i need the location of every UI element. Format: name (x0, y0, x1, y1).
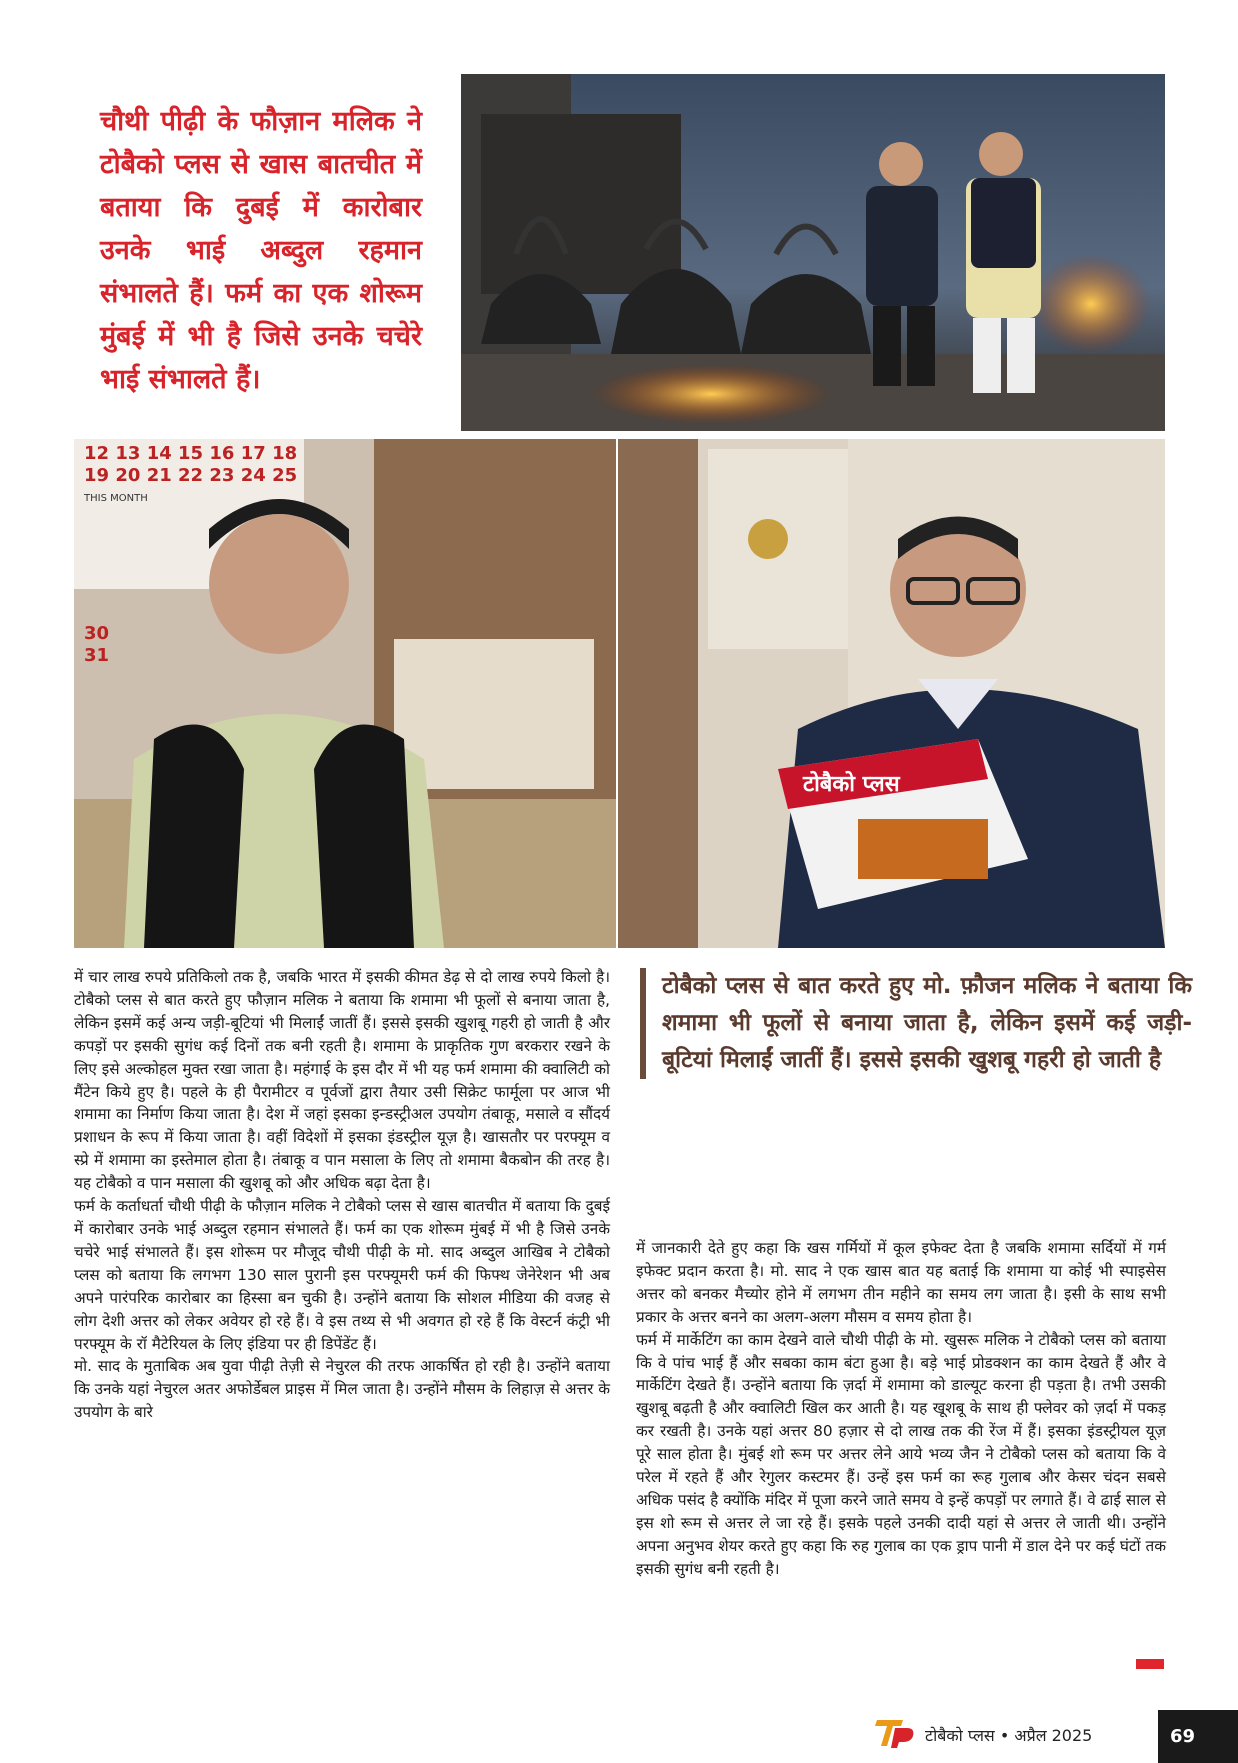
page-number: 69 (1158, 1710, 1238, 1763)
photo-fauzan-malik (74, 439, 616, 948)
kitchen-illustration (461, 74, 1165, 431)
calendar-caption: THIS MONTH (84, 493, 148, 504)
magazine-reader-illustration (618, 439, 1165, 948)
office-portrait-illustration (74, 439, 616, 948)
photo-distillation-kitchen (461, 74, 1165, 431)
photo-reading-magazine (618, 439, 1165, 948)
pull-quote-brown-text: टोबैको प्लस से बात करते हुए मो. फ़ौजन मलिक ने बताया कि शमामा भी फूलों से बनाया जाता है, लेकिन इसमें कई जड़ी-बूटियां मिलाईं जातीं हैं। इससे इसकी खुशबू गहरी हो जाती है (662, 973, 1192, 1073)
body-paragraph: फर्म के कर्ताधर्ता चौथी पीढ़ी के फौज़ान मलिक ने टोबैको प्लस से खास बातचीत में बताया कि दुबई में कारोबार उनके भाई अब्दुल रहमान संभालते हैं। फर्म का एक शोरूम मुंबई में भी है जिसे उनके चचेरे भाई संभालते हैं। इस शोरूम पर मौजूद चौथी पीढ़ी के मो. साद अब्दुल आखिब ने टोबैको प्लस को बताया कि लगभग 130 साल पुरानी इस परफ्यूमरी फर्म की फिफ्थ जेनेरेशन भी अब अपने पारंपरिक कारोबार का हिस्सा बन चुकी है। उन्होंने बताया कि सोशल मीडिया की वजह से लोग देशी अत्तर को लेकर अवेयर हो रहे हैं। वे इस तथ्य से भी अवगत हो रहे हैं कि वेस्टर्न कंट्री भी परफ्यूम के रॉ मैटेरियल के लिए इंडिया पर ही डिपेंडेंट हैं। (74, 1197, 610, 1353)
calendar-row-2: 19 20 21 22 23 24 25 (84, 465, 298, 486)
page-footer (0, 1710, 1238, 1763)
calendar-row-3: 30 (84, 623, 110, 644)
footer-publication: टोबैको प्लस • अप्रैल 2025 (925, 1726, 1093, 1745)
article-end-mark (1136, 1659, 1164, 1669)
body-paragraph: मो. साद के मुताबिक अब युवा पीढ़ी तेज़ी से नेचुरल की तरफ आकर्षित हो रही है। उन्होंने बताया कि उनके यहां नेचुरल अतर अफोर्डेबल प्राइस में मिल जाता है। उन्होंने मौसम के लिहाज़ से अत्तर के उपयोग के बारे (74, 1357, 610, 1422)
calendar-row-4: 31 (84, 645, 110, 666)
pull-quote-red: चौथी पीढ़ी के फौज़ान मलिक ने टोबैको प्लस से खास बातचीत में बताया कि दुबई में कारोबार उनके भाई अब्दुल रहमान संभालते हैं। फर्म का एक शोरूम मुंबई में भी है जिसे उनके चचेरे भाई संभालते हैं। (100, 106, 422, 395)
body-column-right (636, 1237, 1166, 1581)
body-paragraph: में जानकारी देते हुए कहा कि खस गर्मियों में कूल इफेक्ट देता है जबकि शमामा सर्दियों में गर्म इफेक्ट प्रदान करता है। मो. साद ने एक खास बात यह बताई कि शमामा या कोई भी स्पाइसेस अत्तर को बनकर मैच्योर होने में लगभग तीन महीने का समय लग जाता है। इसी के साथ सभी प्रकार के अत्तर बनने का अलग-अलग मौसम व समय होता है। (636, 1239, 1166, 1326)
body-paragraph: में चार लाख रुपये प्रतिकिलो तक है, जबकि भारत में इसकी कीमत डेढ़ से दो लाख रुपये किलो है। टोबैको प्लस से बात करते हुए फौज़ान मलिक ने बताया कि शमामा भी फूलों से बनाया जाता है, लेकिन इसमें कई अन्य जड़ी-बूटियां भी मिलाईं जातीं हैं। इससे इसकी खुशबू गहरी हो जाती है और कपड़ों पर इसकी सुगंध कई दिनों तक बनी रहती है। शमामा के प्राकृतिक गुण बरकरार रखने के लिए इसे अल्कोहल मुक्त रखा जाता है। महंगाई के इस दौर में भी यह फर्म शमामा की क्वालिटी को मैंटेन किये हुए है। पहले के ही पैरामीटर व पूर्वजों द्वारा तैयार उसी सिक्रेट फार्मूला पर आज भी शमामा का निर्माण किया जाता है। देश में जहां इसका इन्डस्ट्रीअल उपयोग तंबाकू, मसाले व सौंदर्य प्रशाधन के रूप में किया जाता है। वहीं विदेशों में इसका इंडस्ट्रील यूज़ है। खासतौर पर परफ्यूम व स्प्रे में शमामा का इस्तेमाल होता है। तंबाकू व पान मसाला के लिए तो शमामा बैकबोन की तरह है। यह टोबैको व पान मसाला की खुशबू को और अधिक बढ़ा देता है। (74, 968, 610, 1193)
pull-quote-brown (640, 968, 1192, 1079)
magazine-title: टोबैको प्लस (803, 772, 900, 797)
tp-logo-icon (873, 1716, 915, 1750)
body-column-left (74, 966, 610, 1424)
body-paragraph: फर्म में मार्केटिंग का काम देखने वाले चौथी पीढ़ी के मो. खुसरू मलिक ने टोबैको प्लस को बताया कि वे पांच भाई हैं और सबका काम बंटा हुआ है। बड़े भाई प्रोडक्शन का काम देखते हैं और वे मार्केटिंग देखते हैं। उन्होंने बताया कि ज़र्दा में शमामा को डाल्यूट करना ही पड़ता है। तभी उसकी खुशबू बढ़ती है और क्वालिटी खिल कर आती है। यह खूशबू के साथ ही फ्लेवर को ज़र्दा में पकड़ कर रखती है। उनके यहां अत्तर 80 हज़ार से दो लाख तक की रेंज में हैं। इसका इंडस्ट्रीयल यूज़ पूरे साल होता है। मुंबई शो रूम पर अत्तर लेने आये भव्य जैन ने टोबैको प्लस को बताया कि वे परेल में रहते हैं और रेगुलर कस्टमर हैं। उन्हें इस फर्म का रूह गुलाब और केसर चंदन सबसे अधिक पसंद है क्योंकि मंदिर में पूजा करने जाते समय वे इन्हें कपड़ों पर लगाते हैं। वे ढाई साल से इस शो रूम से अत्तर ले जा रहे हैं। इसके पहले उनकी दादी यहां से अत्तर ले जाती थी। उन्होंने अपना अनुभव शेयर करते हुए कहा कि रुह गुलाब का एक ड्राप पानी में डाल देने पर कई घंटों तक इसकी सुगंध बनी रहती है। (636, 1330, 1167, 1578)
calendar-row-1: 12 13 14 15 16 17 18 (84, 443, 298, 464)
